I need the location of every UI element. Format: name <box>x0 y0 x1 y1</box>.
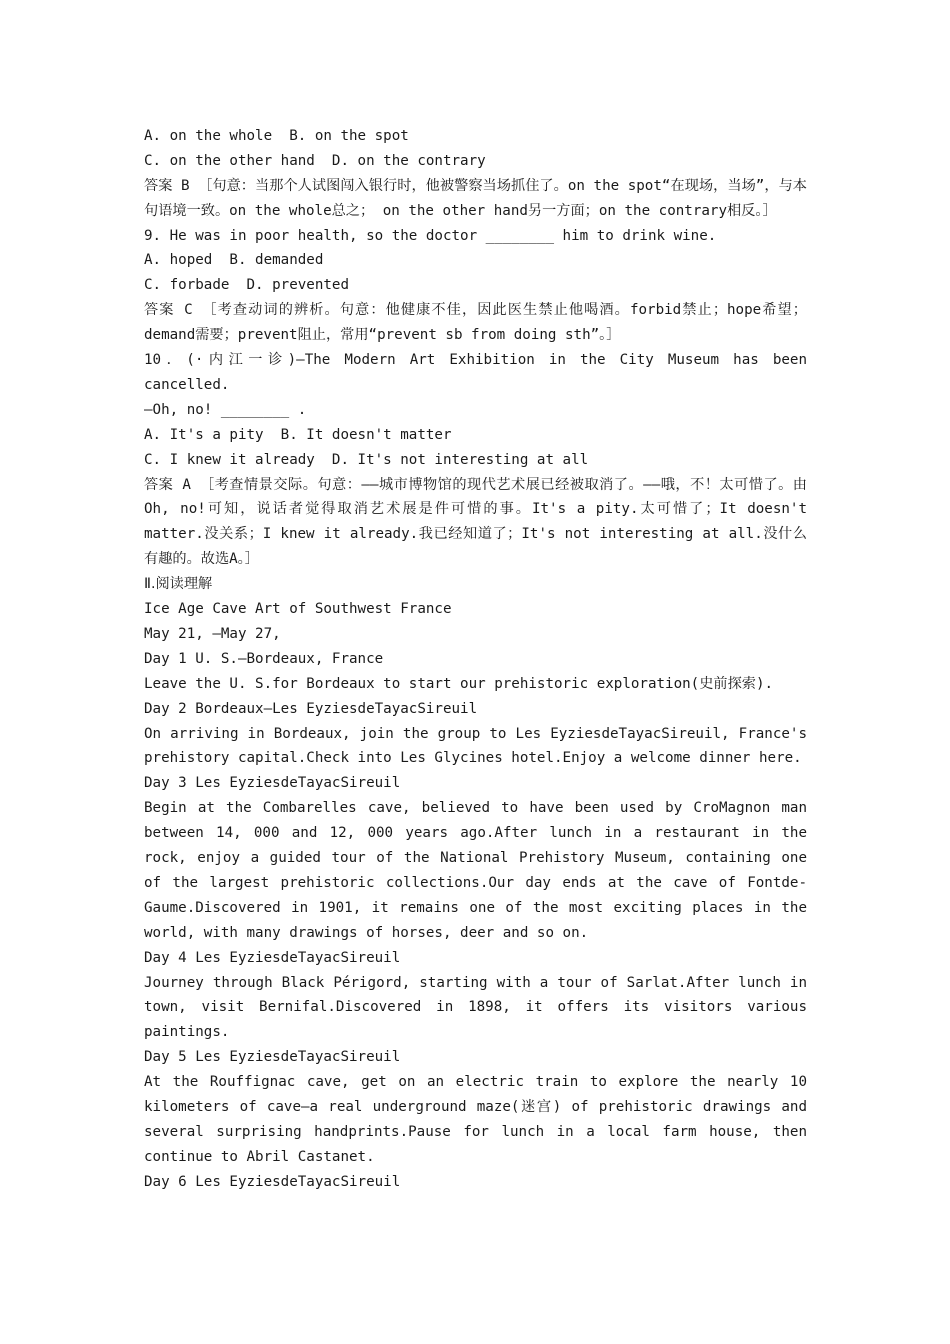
option-line: C. on the other hand D. on the contrary <box>144 152 486 169</box>
day-text: Journey through Black Périgord, starting with a tour of Sarlat.After lunch in town, visit Bernifal.Discovered in 1898, it offers its visitors various paintings. <box>144 974 807 1041</box>
question-10: 10．(·内江一诊)—The Modern Art Exhibition in the City Museum has been cancelled. <box>144 352 807 393</box>
passage-dates: May 21, —May 27, <box>144 625 281 642</box>
option-line: C. I knew it already D. It's not interesting at all <box>144 451 589 468</box>
day-heading: Day 4 Les EyziesdeTayacSireuil <box>144 949 401 966</box>
option-line: A. hoped B. demanded <box>144 252 324 269</box>
option-line: A. on the whole B. on the spot <box>144 128 409 144</box>
option-line: C. forbade D. prevented <box>144 277 349 294</box>
day-text: At the Rouffignac cave, get on an electric train to explore the nearly 10 kilometers of cave—a real underground maze(迷宫) of prehistoric drawings and several surprising handprints.Pause for lunch in a local farm house, then continue to Abril Castanet. <box>144 1074 807 1165</box>
day-heading: Day 5 Les EyziesdeTayacSireuil <box>144 1049 401 1066</box>
day-heading: Day 2 Bordeaux—Les EyziesdeTayacSireuil <box>144 700 478 717</box>
day-heading: Day 3 Les EyziesdeTayacSireuil <box>144 775 401 792</box>
passage-title: Ice Age Cave Art of Southwest France <box>144 601 452 618</box>
day-text: Leave the U. S.for Bordeaux to start our prehistoric exploration(史前探索). <box>144 675 774 692</box>
day-heading: Day 6 Les EyziesdeTayacSireuil <box>144 1173 401 1190</box>
day-text: Begin at the Combarelles cave, believed to have been used by CroMagnon man between 14, 000 and 12, 000 years ago.After lunch in a restaurant in the rock, enjoy a guided tour of the National Prehistory Museum, containing one of the largest prehistoric collections.Our day ends at the cave of Fontde-Gaume.Discovered in 1901, it remains one of the most exciting places in the world, with many drawings of horses, deer and so on. <box>144 800 807 941</box>
option-line: A. It's a pity B. It doesn't matter <box>144 426 452 443</box>
day-text: On arriving in Bordeaux, join the group to Les EyziesdeTayacSireuil, France's prehistory capital.Check into Les Glycines hotel.Enjoy a welcome dinner here. <box>144 725 807 767</box>
dialogue-line: —Oh, no! ________ . <box>144 401 307 418</box>
question-9: 9. He was in poor health, so the doctor ________ him to drink wine. <box>144 227 717 244</box>
answer-explanation: 答案 A ［考查情景交际。句意：——城市博物馆的现代艺术展已经被取消了。——哦，不！太可惜了。由Oh, no!可知，说话者觉得取消艺术展是件可惜的事。It's a pity.太可惜了；It doesn't matter.没关系；I knew it already.我已经知道了；It's not interesting at all.没什么有趣的。故选A。］ <box>144 476 807 568</box>
section-heading: Ⅱ.阅读理解 <box>144 576 213 593</box>
answer-explanation: 答案 C ［考查动词的辨析。句意：他健康不佳，因此医生禁止他喝酒。forbid禁止；hope希望；demand需要；prevent阻止，常用“prevent sb from doing sth”。］ <box>144 302 807 344</box>
day-heading: Day 1 U. S.—Bordeaux, France <box>144 650 384 667</box>
answer-explanation: 答案 B ［句意：当那个人试图闯入银行时，他被警察当场抓住了。on the spot“在现场，当场”，与本句语境一致。on the whole总之； on the other hand另一方面；on the contrary相反。］ <box>144 177 807 219</box>
document-page <box>144 124 807 1195</box>
